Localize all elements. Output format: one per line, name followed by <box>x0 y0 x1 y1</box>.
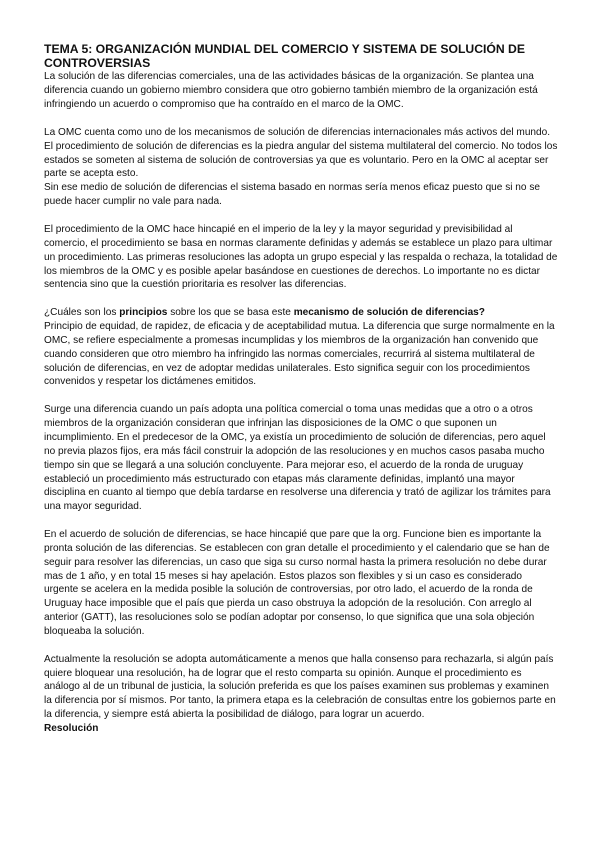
question-principles <box>44 306 558 320</box>
question-part-a: ¿Cuáles son los <box>44 307 120 319</box>
paragraph-settlement-agreement: En el acuerdo de solución de diferencias, se hace hincapié que pare que la org. Funcione bien es importante la pronta solución de las diferencias. Se establecen con gran detalle el procedimiento y el calendario que se han de seguir para resolver las diferencias, un caso que siga su curso normal hasta la primera resolución no debe durar mas de 1 año, y en total 15 meses si hay apelación. Estos plazos son flexibles y si un caso es considerado urgente se acelera en la medida posible la solución de controversias, por otro lado, el acuerdo de la ronda de Uruguay hace imposible que el país que pierda un caso obstruya la adopción de la resolución. Con arreglo al anterior (GATT), las resoluciones solo se podían adoptar por consenso, lo que significa que una sola objeción bloqueaba la solución. <box>44 529 550 637</box>
question-part-c: sobre los que se basa este <box>167 307 294 319</box>
paragraph-procedure: El procedimiento de la OMC hace hincapié en el imperio de la ley y la mayor seguridad y previsibilidad al comercio, el procedimiento se basa en normas claramente definidas y además se establece un plazo para ultimar un procedimiento. Las primeras resoluciones las adopta un grupo especial y las respalda o rechaza, la totalidad de los miembros de la OMC y es posible apelar basándose en cuestiones de derechos. Lo importante no es dictar sentencia sino que la cuestión prioritaria es resolver las diferencias. <box>44 224 558 291</box>
question-bold-mecanismo: mecanismo de solución de diferencias? <box>293 307 485 319</box>
document-page <box>44 42 558 736</box>
subheading-resolucion: Resolución <box>44 723 99 734</box>
paragraph-norms-efficacy: Sin ese medio de solución de diferencias el sistema basado en normas sería menos eficaz puesto que si no se puede hacer cumplir no vale para nada. <box>44 182 540 208</box>
paragraph-omc-mechanisms: La OMC cuenta como uno de los mecanismos de solución de diferencias internacionales más activos del mundo. El procedimiento de solución de diferencias es la piedra angular del sistema multilateral del comercio. No todos los estados se someten al sistema de solución de controversias ya que es voluntario. Pero en la OMC al aceptar ser parte se acepta esto. <box>44 126 558 180</box>
paragraph-dispute-origin: Surge una diferencia cuando un país adopta una política comercial o toma unas medidas que a otro o a otros miembros de la organización consideran que infrinjan las disposiciones de la OMC o que suponen un incumplimiento. En el predecesor de la OMC, ya existía un procedimiento de solución de diferencias, pero aquel no previa plazos fijos, era más fácil construir la adopción de las resoluciones y en muchos casos pasaba mucho tiempo sin que se llegará a una solución concluyente. Para mejorar eso, el acuerdo de la ronda de uruguay estableció un procedimiento más estructurado con etapas más claramente definidas, implantó una mayor disciplina en cuanto al tiempo que debía tardarse en resolverse una diferencia y trató de agilizar los trámites para una mayor seguridad. <box>44 404 551 513</box>
question-bold-principios: principios <box>119 307 168 319</box>
document-title: TEMA 5: ORGANIZACIÓN MUNDIAL DEL COMERCIO Y SISTEMA DE SOLUCIÓN DE CONTROVERSIAS <box>44 42 525 71</box>
paragraph-current-resolution: Actualmente la resolución se adopta automáticamente a menos que halla consenso para rechazarla, si algún país quiere bloquear una resolución, ha de lograr que el resto comparta su opinión. Aunque el procedimiento es análogo al de un tribunal de justicia, la solución preferida es que los países examinen sus problemas y examinen la diferencia por sí mismos. Por tanto, la primera etapa es la celebración de consultas entre los gobiernos parte en la diferencia, y siempre está abierta la posibilidad de diálogo, para lograr un acuerdo. <box>44 653 556 721</box>
paragraph-principles: Principio de equidad, de rapidez, de eficacia y de aceptabilidad mutua. La diferencia que surge normalmente en la OMC, se refiere especialmente a promesas incumplidas y los miembros de la organización han convenido que cuando consideren que otro miembro ha infringido las normas comerciales, recurrirá al sistema multilateral de solución de diferencias, en vez de adoptar medidas unilaterales. Esto significa seguir con los procedimientos convenidos y respetar los dictámenes emitidos. <box>44 321 555 388</box>
paragraph-intro: La solución de las diferencias comerciales, una de las actividades básicas de la organización. Se plantea una diferencia cuando un gobierno miembro considera que otro gobierno también miembro de la organización está infringiendo un acuerdo o compromiso que ha contraído en el marco de la OMC. <box>44 71 538 111</box>
